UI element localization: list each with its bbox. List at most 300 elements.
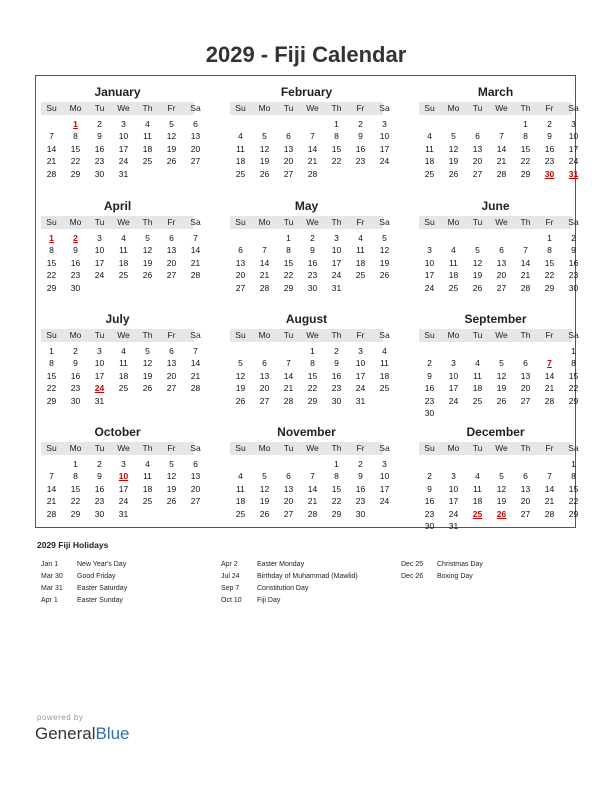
calendar-day: 24 bbox=[424, 282, 435, 293]
holiday-name: New Year's Day bbox=[77, 561, 127, 568]
calendar-day: 25 bbox=[355, 270, 366, 281]
holiday-date: Oct 10 bbox=[221, 597, 242, 604]
calendar-day: 18 bbox=[472, 496, 483, 507]
calendar-day: 20 bbox=[520, 383, 531, 394]
calendar-day: 27 bbox=[166, 383, 177, 394]
month-name: December bbox=[466, 425, 525, 439]
weekday-label: We bbox=[495, 217, 508, 227]
weekday-label: Su bbox=[424, 217, 435, 227]
calendar-day: 21 bbox=[520, 270, 531, 281]
calendar-day: 3 bbox=[358, 346, 363, 356]
month-october bbox=[41, 419, 201, 529]
calendar-day: 11 bbox=[236, 143, 245, 154]
calendar-day: 20 bbox=[283, 156, 294, 167]
calendar-day: 20 bbox=[520, 496, 531, 507]
calendar-day: 11 bbox=[473, 370, 482, 381]
holiday-item bbox=[41, 571, 216, 583]
page-title: 2029 - Fiji Calendar bbox=[205, 42, 407, 67]
weekday-label: We bbox=[117, 103, 130, 113]
calendar-day: 25 bbox=[379, 383, 390, 394]
calendar-day: 3 bbox=[451, 471, 456, 482]
calendar-day: 7 bbox=[310, 131, 315, 142]
calendar-day: 27 bbox=[190, 496, 201, 507]
calendar-day: 8 bbox=[547, 245, 552, 256]
calendar-day: 3 bbox=[334, 233, 339, 243]
weekday-label: Tu bbox=[94, 217, 105, 227]
month-april bbox=[41, 193, 201, 303]
weekday-header bbox=[419, 329, 579, 342]
holiday-item bbox=[41, 559, 216, 571]
holiday-day: 31 bbox=[568, 168, 579, 179]
holiday-item bbox=[221, 559, 396, 571]
calendar-day: 23 bbox=[355, 156, 366, 167]
calendar-day: 27 bbox=[496, 282, 507, 293]
calendar-day: 15 bbox=[520, 143, 531, 154]
calendar-day: 18 bbox=[448, 270, 459, 281]
calendar-day: 24 bbox=[355, 383, 366, 394]
calendar-day: 24 bbox=[331, 270, 342, 281]
calendar-day: 15 bbox=[283, 257, 294, 268]
calendar-day: 19 bbox=[235, 383, 246, 394]
calendar-day: 28 bbox=[190, 383, 201, 394]
calendar-day: 5 bbox=[145, 346, 150, 356]
weekday-label: Mo bbox=[447, 217, 460, 227]
holiday-day: 1 bbox=[73, 119, 78, 129]
weekday-label: Sa bbox=[379, 443, 390, 453]
calendar-day: 22 bbox=[46, 383, 57, 394]
calendar-day: 3 bbox=[427, 245, 432, 256]
holiday-item bbox=[41, 595, 216, 607]
calendar-day: 14 bbox=[46, 143, 57, 154]
calendar-day: 15 bbox=[568, 370, 579, 381]
calendar-day: 6 bbox=[193, 119, 198, 129]
weekday-label: Tu bbox=[472, 330, 483, 340]
calendar-day: 22 bbox=[46, 270, 57, 281]
calendar-day: 30 bbox=[307, 282, 318, 293]
month-name: March bbox=[477, 85, 514, 99]
weekday-label: Mo bbox=[258, 217, 271, 227]
calendar-day: 30 bbox=[568, 282, 579, 293]
calendar-day: 29 bbox=[307, 395, 318, 406]
calendar-day: 28 bbox=[496, 168, 507, 179]
holiday-column bbox=[221, 559, 396, 607]
calendar-day: 6 bbox=[523, 358, 528, 369]
calendar-day: 1 bbox=[286, 233, 291, 243]
weekday-label: Su bbox=[235, 217, 246, 227]
calendar-day: 17 bbox=[379, 483, 390, 494]
calendar-day: 29 bbox=[46, 282, 57, 293]
weekday-label: Th bbox=[331, 217, 342, 227]
calendar-day: 12 bbox=[259, 143, 270, 154]
month-november bbox=[230, 419, 390, 529]
calendar-day: 5 bbox=[475, 245, 480, 256]
calendar-day: 3 bbox=[121, 119, 126, 129]
calendar-day: 28 bbox=[307, 168, 318, 179]
calendar-day: 18 bbox=[355, 257, 366, 268]
weekday-label: Th bbox=[142, 330, 153, 340]
calendar-day: 29 bbox=[544, 282, 555, 293]
calendar-day: 31 bbox=[448, 521, 459, 531]
calendar-day: 27 bbox=[472, 168, 483, 179]
calendar-day: 24 bbox=[118, 156, 129, 167]
calendar-day: 6 bbox=[238, 245, 243, 256]
calendar-day: 29 bbox=[283, 282, 294, 293]
calendar-day: 5 bbox=[169, 459, 174, 469]
holiday-day: 7 bbox=[547, 358, 552, 369]
weekday-label: Su bbox=[235, 330, 246, 340]
weekday-label: Fr bbox=[545, 103, 554, 113]
calendar-day: 21 bbox=[544, 383, 555, 394]
calendar-day: 22 bbox=[544, 270, 555, 281]
calendar-day: 27 bbox=[520, 395, 531, 406]
calendar-day: 5 bbox=[238, 358, 243, 369]
calendar-day: 17 bbox=[94, 370, 105, 381]
month-name: November bbox=[277, 425, 336, 439]
weekday-label: Fr bbox=[545, 330, 554, 340]
calendar-day: 8 bbox=[310, 358, 315, 369]
calendar-day: 6 bbox=[169, 233, 174, 243]
calendar-day: 9 bbox=[97, 471, 102, 482]
calendar-day: 23 bbox=[307, 270, 318, 281]
calendar-day: 22 bbox=[70, 496, 81, 507]
weekday-label: Mo bbox=[258, 443, 271, 453]
calendar-day: 4 bbox=[121, 346, 126, 356]
calendar-day: 5 bbox=[145, 233, 150, 243]
calendar-day: 20 bbox=[472, 156, 483, 167]
weekday-label: Th bbox=[520, 103, 531, 113]
month-name: August bbox=[285, 312, 328, 326]
calendar-day: 20 bbox=[190, 143, 201, 154]
holiday-item bbox=[41, 583, 216, 595]
calendar-day: 20 bbox=[283, 496, 294, 507]
calendar-day: 15 bbox=[568, 483, 579, 494]
calendar-day: 5 bbox=[169, 119, 174, 129]
calendar-day: 7 bbox=[286, 358, 291, 369]
month-july bbox=[41, 306, 201, 416]
calendar-day: 17 bbox=[448, 383, 459, 394]
calendar-day: 28 bbox=[46, 168, 57, 179]
calendar-day: 13 bbox=[496, 257, 507, 268]
weekday-label: Mo bbox=[69, 103, 82, 113]
calendar-day: 13 bbox=[520, 370, 531, 381]
weekday-label: Th bbox=[520, 217, 531, 227]
calendar-day: 14 bbox=[520, 257, 531, 268]
calendar-day: 26 bbox=[448, 168, 459, 179]
calendar-day: 4 bbox=[475, 471, 480, 482]
calendar-day: 14 bbox=[307, 483, 318, 494]
weekday-label: Sa bbox=[568, 103, 579, 113]
calendar-day: 26 bbox=[472, 282, 483, 293]
calendar-day: 13 bbox=[283, 143, 294, 154]
calendar-day: 24 bbox=[94, 270, 105, 281]
holiday-name: Birthday of Muhammad (Mawlid) bbox=[257, 573, 358, 580]
weekday-label: Th bbox=[520, 330, 531, 340]
calendar-day: 5 bbox=[382, 233, 387, 243]
calendar-day: 1 bbox=[334, 459, 339, 469]
calendar-day: 27 bbox=[235, 282, 246, 293]
calendar-day: 6 bbox=[193, 459, 198, 469]
calendar-day: 22 bbox=[568, 383, 579, 394]
weekday-label: Su bbox=[46, 443, 57, 453]
calendar-day: 5 bbox=[262, 471, 267, 482]
calendar-day: 29 bbox=[70, 168, 81, 179]
calendar-day: 8 bbox=[334, 131, 339, 142]
calendar-day: 12 bbox=[166, 471, 177, 482]
calendar-day: 9 bbox=[310, 245, 315, 256]
calendar-day: 13 bbox=[520, 483, 531, 494]
month-august bbox=[230, 306, 390, 416]
weekday-label: Fr bbox=[167, 443, 176, 453]
calendar-day: 12 bbox=[142, 358, 153, 369]
calendar-day: 11 bbox=[473, 483, 482, 494]
calendar-day: 26 bbox=[259, 508, 270, 519]
calendar-day: 28 bbox=[307, 508, 318, 519]
weekday-label: Th bbox=[142, 217, 153, 227]
holiday-date: Apr 1 bbox=[41, 597, 58, 604]
calendar-day: 30 bbox=[424, 521, 435, 531]
calendar-day: 15 bbox=[331, 483, 342, 494]
calendar-day: 13 bbox=[472, 143, 483, 154]
brand-general: General bbox=[35, 724, 96, 743]
weekday-label: Fr bbox=[167, 103, 176, 113]
calendar-day: 25 bbox=[235, 168, 246, 179]
calendar-day: 16 bbox=[70, 370, 81, 381]
calendar-day: 9 bbox=[547, 131, 552, 142]
holiday-date: Sep 7 bbox=[221, 585, 240, 592]
calendar-day: 7 bbox=[262, 245, 267, 256]
calendar-day: 4 bbox=[382, 346, 387, 356]
calendar-day: 18 bbox=[379, 370, 390, 381]
calendar-day: 20 bbox=[259, 383, 270, 394]
calendar-day: 6 bbox=[286, 131, 291, 142]
holiday-item bbox=[221, 583, 396, 595]
calendar-day: 25 bbox=[142, 496, 153, 507]
calendar-day: 21 bbox=[544, 496, 555, 507]
weekday-label: Sa bbox=[379, 330, 390, 340]
calendar-day: 19 bbox=[259, 496, 270, 507]
calendar-day: 29 bbox=[46, 395, 57, 406]
calendar-day: 9 bbox=[571, 245, 576, 256]
calendar-day: 24 bbox=[118, 496, 129, 507]
calendar-day: 26 bbox=[259, 168, 270, 179]
calendar-day: 4 bbox=[475, 358, 480, 369]
calendar-day: 12 bbox=[142, 245, 153, 256]
calendar-day: 25 bbox=[472, 395, 483, 406]
calendar-day: 2 bbox=[358, 119, 363, 129]
calendar-day: 19 bbox=[496, 383, 507, 394]
calendar-day: 14 bbox=[190, 245, 201, 256]
calendar-day: 29 bbox=[331, 508, 342, 519]
calendar-day: 12 bbox=[472, 257, 483, 268]
calendar-day: 16 bbox=[94, 483, 105, 494]
calendar-day: 14 bbox=[496, 143, 507, 154]
calendar-day: 25 bbox=[118, 270, 129, 281]
calendar-day: 7 bbox=[523, 245, 528, 256]
calendar-day: 12 bbox=[235, 370, 246, 381]
calendar-day: 2 bbox=[358, 459, 363, 469]
calendar-day: 16 bbox=[331, 370, 342, 381]
calendar-day: 9 bbox=[73, 358, 78, 369]
month-name: May bbox=[294, 199, 319, 213]
calendar-day: 2 bbox=[310, 233, 315, 243]
calendar-day: 6 bbox=[169, 346, 174, 356]
calendar-day: 28 bbox=[544, 508, 555, 519]
calendar-day: 24 bbox=[379, 156, 390, 167]
weekday-label: Su bbox=[46, 103, 57, 113]
holiday-name: Easter Sunday bbox=[77, 597, 123, 604]
calendar-day: 7 bbox=[547, 471, 552, 482]
weekday-header bbox=[230, 442, 390, 455]
calendar-day: 24 bbox=[448, 508, 459, 519]
calendar-day: 22 bbox=[568, 496, 579, 507]
calendar-day: 19 bbox=[472, 270, 483, 281]
calendar-day: 31 bbox=[118, 508, 129, 519]
calendar-day: 14 bbox=[259, 257, 270, 268]
generalblue-logo[interactable] bbox=[35, 724, 130, 744]
calendar-day: 15 bbox=[70, 483, 81, 494]
calendar-day: 8 bbox=[49, 245, 54, 256]
weekday-header bbox=[419, 216, 579, 229]
calendar-day: 6 bbox=[262, 358, 267, 369]
calendar-day: 12 bbox=[166, 131, 177, 142]
calendar-day: 25 bbox=[448, 282, 459, 293]
holidays-title: 2029 Fiji Holidays bbox=[37, 540, 109, 550]
calendar-day: 14 bbox=[46, 483, 57, 494]
month-january bbox=[41, 79, 201, 189]
weekday-label: Mo bbox=[69, 443, 82, 453]
holiday-item bbox=[401, 571, 576, 583]
calendar-day: 15 bbox=[331, 143, 342, 154]
calendar-day: 21 bbox=[283, 383, 294, 394]
weekday-header bbox=[230, 216, 390, 229]
calendar-day: 8 bbox=[571, 358, 576, 369]
calendar-day: 11 bbox=[236, 483, 245, 494]
calendar-day: 11 bbox=[356, 245, 365, 256]
weekday-label: Fr bbox=[545, 443, 554, 453]
calendar-day: 10 bbox=[118, 131, 129, 142]
calendar-day: 13 bbox=[166, 358, 177, 369]
weekday-label: Su bbox=[424, 330, 435, 340]
calendar-day: 16 bbox=[94, 143, 105, 154]
calendar-day: 30 bbox=[355, 508, 366, 519]
holiday-date: Mar 30 bbox=[41, 573, 63, 580]
calendar-day: 13 bbox=[190, 471, 201, 482]
calendar-day: 28 bbox=[283, 395, 294, 406]
calendar-day: 16 bbox=[355, 483, 366, 494]
calendar-day: 19 bbox=[496, 496, 507, 507]
calendar-day: 3 bbox=[121, 459, 126, 469]
calendar-day: 25 bbox=[118, 383, 129, 394]
calendar-day: 17 bbox=[355, 370, 366, 381]
calendar-day: 28 bbox=[46, 508, 57, 519]
month-name: October bbox=[94, 425, 141, 439]
calendar-day: 4 bbox=[358, 233, 363, 243]
calendar-day: 21 bbox=[46, 496, 57, 507]
calendar-day: 12 bbox=[496, 483, 507, 494]
weekday-header bbox=[419, 442, 579, 455]
weekday-label: Su bbox=[424, 103, 435, 113]
month-june bbox=[419, 193, 579, 303]
weekday-label: Mo bbox=[258, 330, 271, 340]
weekday-label: Tu bbox=[94, 330, 105, 340]
calendar-day: 8 bbox=[571, 471, 576, 482]
calendar-day: 13 bbox=[166, 245, 177, 256]
calendar-day: 23 bbox=[424, 508, 435, 519]
holiday-date: Jan 1 bbox=[41, 561, 59, 568]
weekday-label: We bbox=[117, 217, 130, 227]
calendar-day: 4 bbox=[238, 131, 243, 142]
holiday-day: 30 bbox=[544, 168, 555, 179]
weekday-label: Sa bbox=[190, 103, 201, 113]
calendar-day: 9 bbox=[358, 131, 363, 142]
weekday-label: Th bbox=[520, 443, 531, 453]
calendar-day: 1 bbox=[547, 233, 552, 243]
calendar-day: 21 bbox=[46, 156, 57, 167]
weekday-label: Fr bbox=[356, 103, 365, 113]
holiday-item bbox=[401, 559, 576, 571]
weekday-label: Tu bbox=[283, 103, 294, 113]
calendar-day: 8 bbox=[49, 358, 54, 369]
calendar-day: 17 bbox=[424, 270, 435, 281]
calendar-day: 4 bbox=[238, 471, 243, 482]
calendar-day: 9 bbox=[427, 370, 432, 381]
calendar-day: 20 bbox=[190, 483, 201, 494]
calendar-day: 15 bbox=[307, 370, 318, 381]
calendar-day: 5 bbox=[451, 131, 456, 142]
calendar-day: 26 bbox=[235, 395, 246, 406]
holiday-day: 26 bbox=[496, 508, 507, 519]
calendar-day: 24 bbox=[568, 156, 579, 167]
weekday-label: Sa bbox=[568, 217, 579, 227]
calendar-day: 19 bbox=[448, 156, 459, 167]
month-name: February bbox=[280, 85, 333, 99]
calendar-day: 18 bbox=[142, 483, 153, 494]
calendar-day: 18 bbox=[142, 143, 153, 154]
calendar-day: 14 bbox=[307, 143, 318, 154]
calendar-day: 27 bbox=[283, 508, 294, 519]
weekday-label: Sa bbox=[379, 103, 390, 113]
calendar-day: 29 bbox=[70, 508, 81, 519]
calendar-day: 24 bbox=[379, 496, 390, 507]
calendar-day: 9 bbox=[427, 483, 432, 494]
calendar-day: 16 bbox=[70, 257, 81, 268]
calendar-day: 22 bbox=[520, 156, 531, 167]
weekday-label: Fr bbox=[356, 443, 365, 453]
calendar-day: 3 bbox=[382, 459, 387, 469]
calendar-day: 28 bbox=[520, 282, 531, 293]
calendar-day: 16 bbox=[424, 383, 435, 394]
holiday-day: 2 bbox=[73, 233, 78, 243]
calendar-day: 2 bbox=[73, 346, 78, 356]
calendar-day: 5 bbox=[262, 131, 267, 142]
holiday-date: Apr 2 bbox=[221, 561, 238, 568]
calendar-day: 15 bbox=[70, 143, 81, 154]
calendar-day: 10 bbox=[94, 358, 105, 369]
holiday-name: Easter Saturday bbox=[77, 585, 128, 592]
holiday-name: Easter Monday bbox=[257, 561, 305, 568]
weekday-label: Sa bbox=[568, 330, 579, 340]
weekday-label: Th bbox=[331, 330, 342, 340]
calendar-day: 28 bbox=[259, 282, 270, 293]
calendar-day: 3 bbox=[571, 119, 576, 129]
calendar-day: 12 bbox=[496, 370, 507, 381]
month-name: January bbox=[94, 85, 141, 99]
calendar-day: 2 bbox=[547, 119, 552, 129]
weekday-label: Fr bbox=[545, 217, 554, 227]
weekday-label: Sa bbox=[568, 443, 579, 453]
calendar-day: 4 bbox=[145, 119, 150, 129]
calendar-day: 10 bbox=[331, 245, 342, 256]
